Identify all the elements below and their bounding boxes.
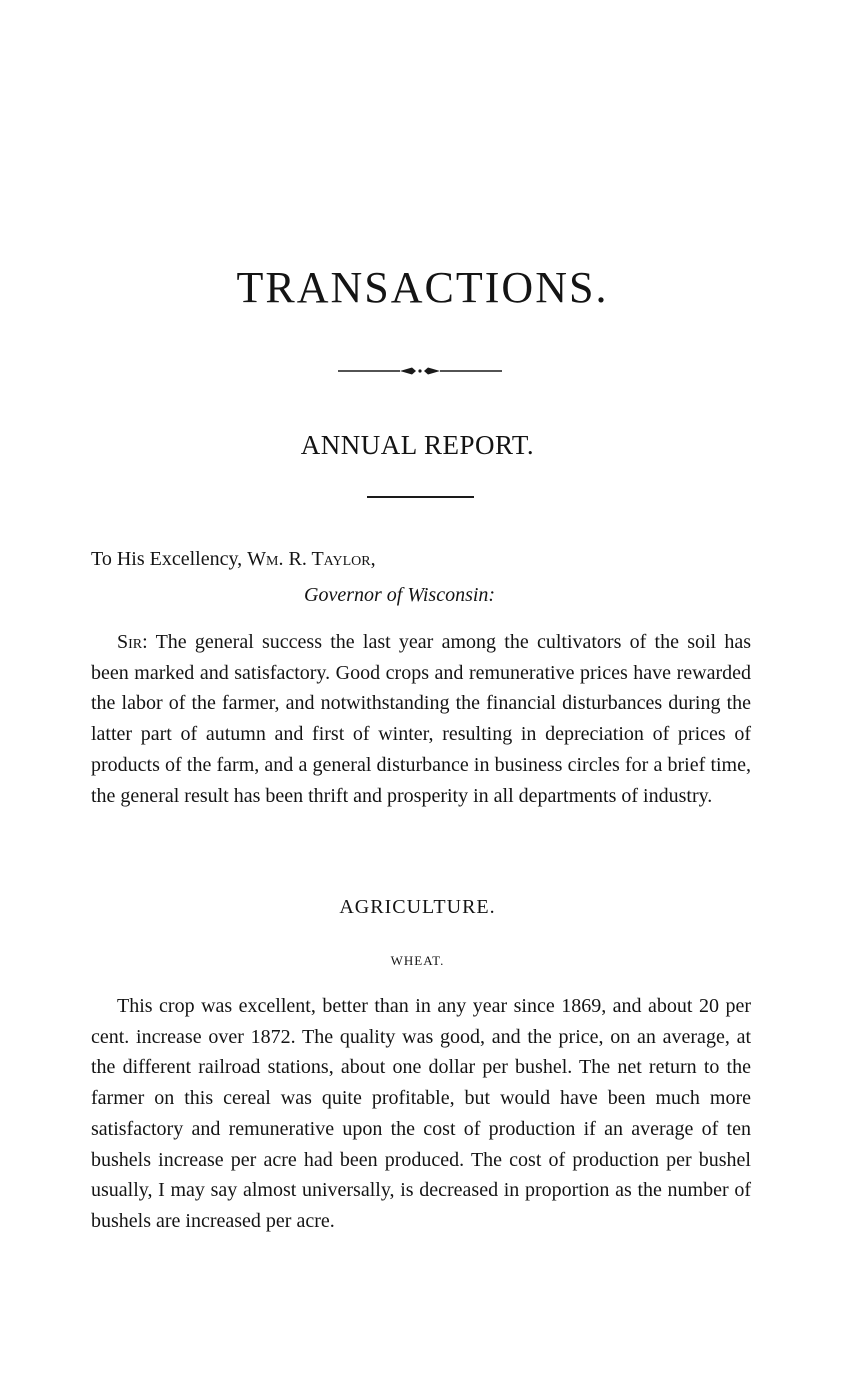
section-heading: AGRICULTURE.: [339, 896, 496, 918]
intro-body: The general success the last year among the cultivators of the soil has been marked and satisfactory. Good crops and remunerative prices have rewarded the labor of the farmer, and notwithstanding the financial disturbances during the latter part of autumn and first of winter, resulting in depreciation of prices of products of the farm, and a general disturbance in business circles for a brief time, the general result has been thrift and prosperity in all departments of industry.: [91, 631, 752, 807]
page-title: TRANSACTIONS.: [236, 263, 609, 312]
intro-paragraph: [91, 627, 751, 811]
address-salutation: To His Excellency,: [91, 548, 243, 570]
ornament-divider: [338, 364, 502, 378]
address-office: Governor of Wisconsin:: [304, 584, 496, 606]
divider-rule: [367, 496, 474, 498]
wheat-paragraph: This crop was excellent, better than in any year since 1869, and about 20 per cent. increase over 1872. The quality was good, and the price, on an average, at the different railroad stations, about one dollar per bushel. The net return to the farmer on this cereal was quite profitable, but would have been much more satisfactory and remunerative upon the cost of production if an average of ten bushels increase per acre had been produced. The cost of production per bushel usually, I may say almost universally, is decreased in proportion as the number of bushels are increased per acre.: [91, 995, 751, 1232]
section-subheading: WHEAT.: [390, 953, 445, 968]
address-line: [91, 548, 376, 571]
address-name: Wm. R. Taylor,: [247, 548, 376, 570]
report-subtitle: ANNUAL REPORT.: [300, 430, 535, 460]
intro-lead: Sir:: [117, 631, 148, 653]
